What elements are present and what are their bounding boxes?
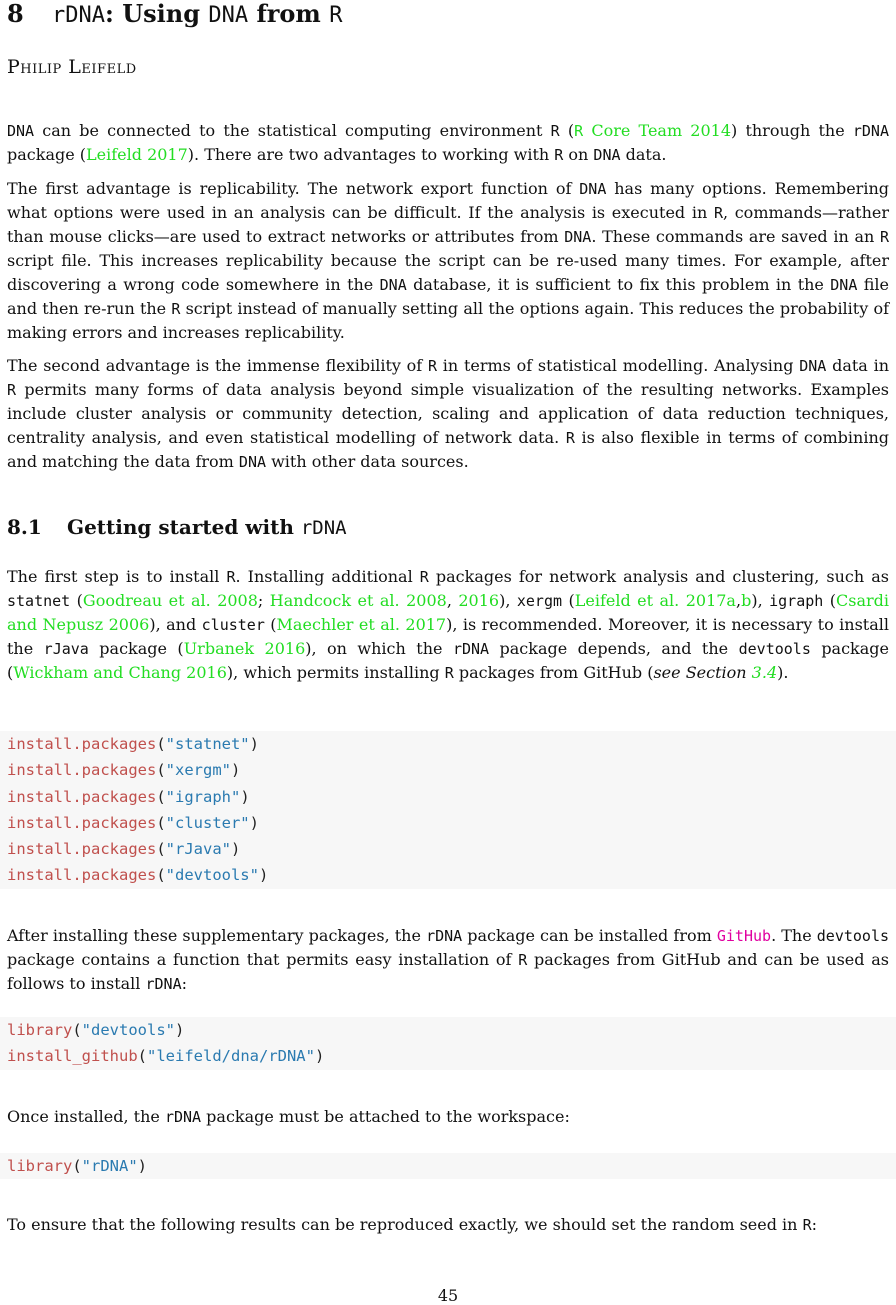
code-line: install.packages("devtools") xyxy=(7,866,269,885)
code-line: install.packages("igraph") xyxy=(7,787,250,806)
citation-link[interactable]: 2016 xyxy=(458,591,500,610)
intro-paragraph-3: The second advantage is the immense flexibility of R in terms of statistical modelling. Analysing DNA data in R permits many forms of data analysis beyond simple visualization of the resulting networks. Examples include cluster analysis or community detection, scaling and application of data reduction techniques, centrality analysis, and even statistical modelling of network data. R is also flexible in terms of combining and matching the data from DNA with other data sources. xyxy=(7,356,890,471)
code-line: library("rDNA") xyxy=(7,1157,148,1175)
code-line: install_github("leifeld/dna/rDNA") xyxy=(7,1047,325,1066)
github-link[interactable]: GitHub xyxy=(716,927,772,945)
once-installed-paragraph: Once installed, the rDNA package must be attached to the workspace: xyxy=(7,1107,570,1126)
citation-link[interactable]: Handcock et al. 2008 xyxy=(269,591,447,610)
subsection-heading: 8.1 Getting started with rDNA xyxy=(7,515,347,539)
citation-link[interactable]: Urbanek 2016 xyxy=(183,639,306,658)
code-line: install.packages("statnet") xyxy=(7,735,259,753)
subsection-number: 8.1 xyxy=(7,515,42,539)
citation-link[interactable]: Maechler et al. 2017 xyxy=(276,615,447,634)
code-line: install.packages("xergm") xyxy=(7,761,241,780)
section-number: 8 xyxy=(7,0,24,28)
getting-started-paragraph: The first step is to install R. Installing additional R packages for network analysis and clustering, such as statnet (Goodreau et al. 2008; Handcock et al. 2008, 2016), xergm (Leifeld et al. 2017a,b), igraph (Csardi and Nepusz 2006), and cluster (Maechler et al. 2017), is recommended. Moreover, it is necessary to install the rJava package (Urbanek 2016), on which the rDNA package depends, and the devtools package (Wickham and Chang 2016), which permits installing R packages from GitHub (see Section 3.4). xyxy=(7,567,890,682)
citation-link[interactable]: Csardi and Nepusz 2006 xyxy=(7,591,890,634)
section-ref-link[interactable]: 3.4 xyxy=(751,663,778,682)
intro-paragraph-2: The first advantage is replicability. The network export function of DNA has many options. Remembering what options were used in an analysis can be difficult. If the analysis is executed in R, commands—rather than mouse clicks—are used to extract networks or attributes from DNA. These commands are saved in an R script file. This increases replicability because the script can be re-used many times. For example, after discovering a wrong code somewhere in the DNA database, it is sufficient to fix this problem in the DNA file and then re-run the R script instead of manually setting all the options again. This reduces the probability of making errors and increases replicability. xyxy=(7,179,890,342)
intro-paragraph-1: DNA can be connected to the statistical computing environment R (R Core Team 2014) through the rDNA package (Leifeld 2017). There are two advantages to working with R on DNA data. xyxy=(7,121,889,164)
citation-link[interactable]: Goodreau et al. 2008 xyxy=(82,591,258,610)
code-line: install.packages("rJava") xyxy=(7,840,241,859)
code-block-install-github xyxy=(0,1017,896,1070)
citation-link[interactable]: Core Team 2014 xyxy=(583,121,732,140)
section-heading: 8 rDNA: Using DNA from R xyxy=(7,0,343,28)
citation-link[interactable]: R xyxy=(574,122,584,140)
random-seed-paragraph: To ensure that the following results can be reproduced exactly, we should set the random seed in R: xyxy=(7,1215,817,1234)
code-line: install.packages("cluster") xyxy=(7,813,259,832)
page-number: 45 xyxy=(437,1286,459,1305)
citation-link[interactable]: Wickham and Chang 2016 xyxy=(13,663,227,682)
code-block-install-packages xyxy=(0,731,896,889)
code-block-library-rdna xyxy=(0,1153,896,1179)
author-name: Philip Leifeld xyxy=(7,56,137,78)
citation-link[interactable]: b xyxy=(741,591,752,610)
citation-link[interactable]: Leifeld et al. 2017a xyxy=(574,591,736,610)
code-line: library("devtools") xyxy=(7,1021,185,1039)
citation-link[interactable]: Leifeld 2017 xyxy=(86,145,188,164)
after-installing-paragraph: After installing these supplementary packages, the rDNA package can be installed from GitHub. The devtools package contains a function that permits easy installation of R packages from GitHub and can be used as follows to install rDNA: xyxy=(7,926,890,993)
